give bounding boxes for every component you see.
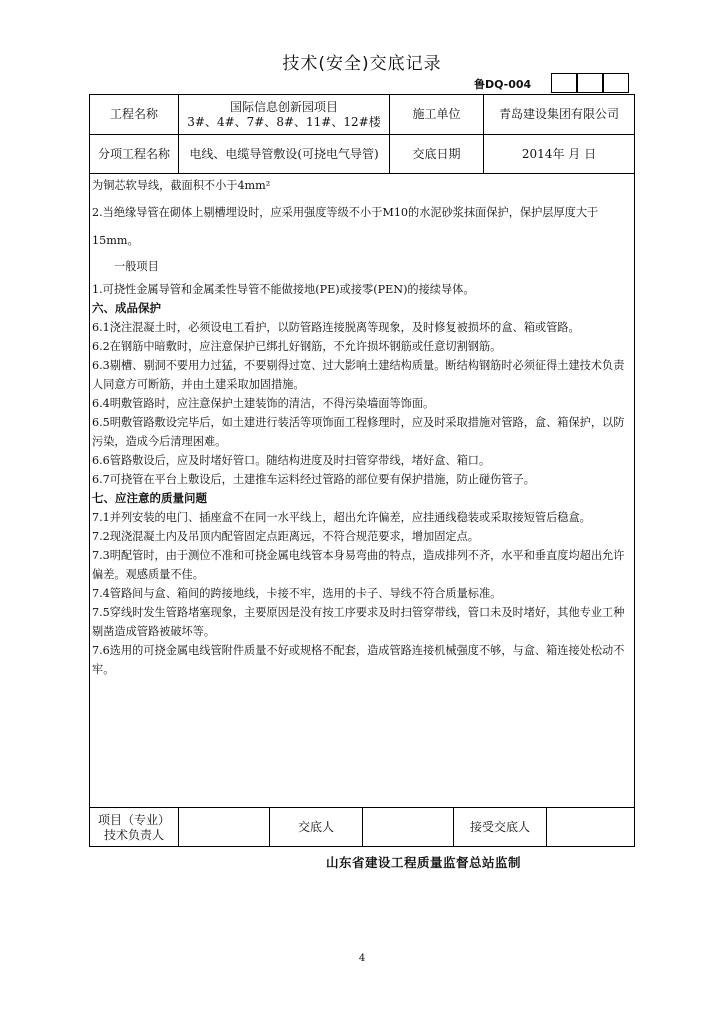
subproject-label: 分项工程名称 (97, 146, 170, 161)
tech-lead-label (90, 808, 178, 847)
tech-lead-label-line: 项目（专业） (97, 812, 170, 827)
content-paragraph: 6.7可挠管在平台上敷设后，土建推车运料经过管路的部位要有保护措施，防止碰伤管子。 (92, 473, 535, 486)
form-code-box (577, 73, 603, 93)
content-paragraph: 1.可挠性金属导管和金属柔性导管不能做接地(PE)或接零(PEN)的接续导体。 (92, 283, 475, 296)
disclosure-content (92, 176, 632, 679)
date-label: 交底日期 (412, 146, 461, 161)
content-paragraph: 6.1浇注混凝土时，必须设电工看护，以防管路连接脱离等现象，及时修复被损坏的盒、箱或管路。 (92, 321, 580, 334)
tech-lead-signature[interactable] (179, 808, 269, 847)
content-paragraph: 7.6选用的可挠金属电线管附件质量不好或规格不配套，造成管路连接机械强度不够，与盒、箱连接处松动不牢。 (92, 644, 625, 676)
form-code: 鲁DQ-004 (474, 78, 532, 91)
date-value: 2014年 月 日 (521, 146, 597, 161)
content-paragraph: 7.3明配管时，由于测位不准和可挠金属电线管本身易弯曲的特点，造成排列不齐，水平和垂直度均超出允许偏差。观感质量不佳。 (92, 549, 625, 581)
content-paragraph: 7.1并列安装的电门、插座盒不在同一水平线上，超出允许偏差，应挂通线稳装或采取接短管后稳盒。 (92, 511, 591, 524)
contractor-value: 青岛建设集团有限公司 (498, 107, 619, 121)
tech-lead-label-line: 技术负责人 (103, 827, 164, 842)
content-paragraph: 为铜芯软导线，截面积不小于4mm² (92, 179, 271, 192)
page-number: 4 (358, 953, 366, 964)
project-name-line: 3#、4#、7#、8#、11#、12#楼 (187, 114, 381, 129)
content-paragraph: 2.当绝缘导管在砌体上剔槽埋设时，应采用强度等级不小于M10的水泥砂浆抹面保护，保护层厚度大于15mm。 (92, 206, 599, 247)
content-paragraph: 7.5穿线时发生管路堵塞现象，主要原因是没有按工序要求及时扫管穿带线，管口未及时堵好，其他专业工种剔凿造成管路被破坏等。 (92, 606, 625, 638)
form-code-box (603, 73, 629, 93)
project-name-line: 国际信息创新园项目 (229, 99, 338, 114)
content-paragraph: 7.4管路间与盒、箱间的跨接地线，卡接不牢，选用的卡子、导线不符合质量标准。 (92, 587, 502, 600)
discloser-label: 交底人 (297, 820, 334, 834)
content-paragraph: 6.6管路敷设后，应及时堵好管口。随结构进度及时扫管穿带线，堵好盒、箱口。 (92, 454, 491, 467)
table-rule (89, 173, 635, 174)
page-title: 技术(安全)交底记录 (282, 54, 442, 74)
content-paragraph: 6.4明敷管路时，应注意保护土建装饰的清洁，不得污染墙面等饰面。 (92, 397, 435, 410)
project-name-value (179, 95, 389, 134)
contractor-label: 施工单位 (412, 107, 461, 121)
form-code-box (551, 73, 577, 93)
project-name-label: 工程名称 (109, 107, 158, 121)
receiver-label: 接受交底人 (469, 820, 530, 834)
section-heading: 七、应注意的质量问题 (92, 491, 207, 505)
section-heading: 六、成品保护 (92, 301, 161, 315)
issuer-footer: 山东省建设工程质量监督总站监制 (326, 855, 522, 870)
content-paragraph: 6.5明敷管路敷设完毕后，如土建进行装活等项饰面工程修理时，应及时采取措施对管路，盒、箱保护，以防污染，造成今后清理困难。 (92, 416, 625, 448)
receiver-signature[interactable] (547, 808, 634, 847)
discloser-signature[interactable] (363, 808, 453, 847)
content-paragraph: 一般项目 (114, 260, 159, 273)
content-paragraph: 7.2现浇混凝土内及吊顶内配管固定点距离远，不符合规范要求，增加固定点。 (92, 530, 479, 543)
subproject-value: 电线、电缆导管敷设(可挠电气导管) (189, 146, 379, 161)
content-paragraph: 6.2在钢筋中暗敷时，应注意保护已绑扎好钢筋，不允许损坏钢筋或任意切割钢筋。 (92, 340, 502, 353)
content-paragraph: 6.3剔槽、剔洞不要用力过猛，不要剔得过宽、过大影响土建结构质量。断结构钢筋时必须征得土建技术负责人同意方可断筋，并由土建采取加固措施。 (92, 359, 625, 391)
